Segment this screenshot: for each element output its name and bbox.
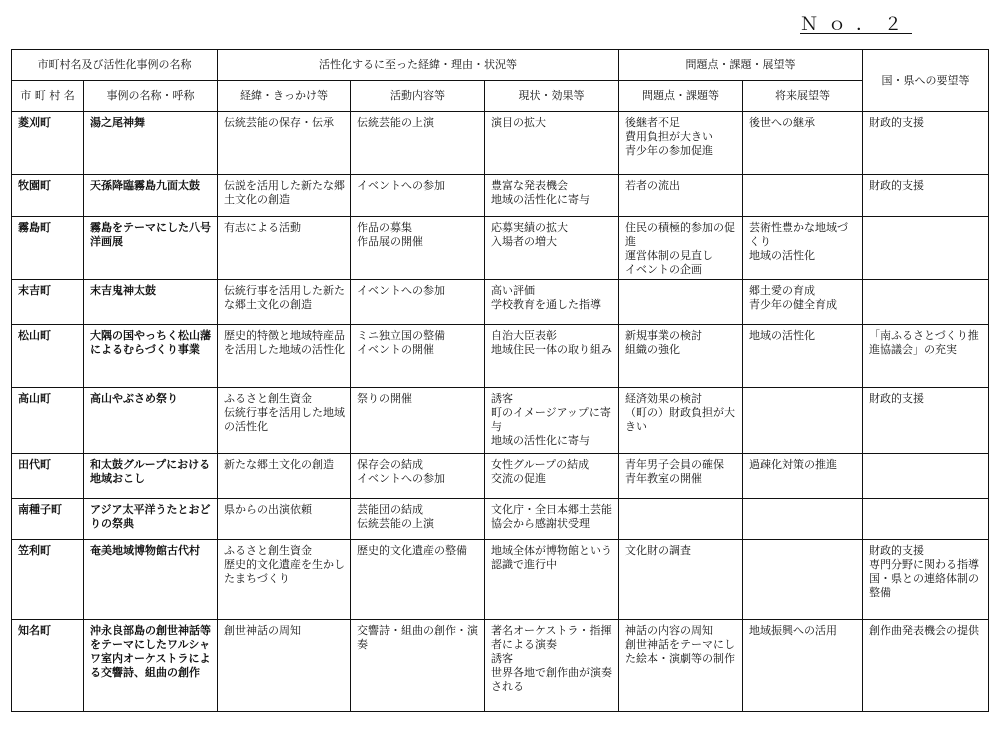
background-cell: 伝説を活用した新たな郷土文化の創造: [218, 175, 351, 217]
effect-cell: 著名オーケストラ・指揮者による演奏 誘客 世界各地で創作曲が演奏される: [485, 620, 619, 712]
activity-cell: イベントへの参加: [351, 280, 485, 325]
request-cell: [863, 217, 989, 280]
request-cell: 創作曲発表機会の提供: [863, 620, 989, 712]
subheader-case-name: 事例の名称・呼称: [84, 81, 218, 112]
page-number: Ｎｏ．２: [800, 14, 912, 35]
activity-cell: 祭りの開催: [351, 388, 485, 454]
effect-cell: 地域全体が博物館という認識で進行中: [485, 540, 619, 620]
activity-cell: イベントへの参加: [351, 175, 485, 217]
effect-cell: 文化庁・全日本郷土芸能協会から感謝状受理: [485, 499, 619, 540]
issues-cell: 神話の内容の周知 創世神話をテーマにした絵本・演劇等の制作: [619, 620, 743, 712]
header-requests: 国・県への要望等: [863, 50, 989, 112]
case-name-cell: 奄美地域博物館古代村: [84, 540, 218, 620]
request-cell: [863, 499, 989, 540]
case-name-cell: 大隅の国やっちく松山藩によるむらづくり事業: [84, 325, 218, 388]
table-row: [12, 620, 989, 712]
table-row: [12, 217, 989, 280]
background-cell: 創世神話の周知: [218, 620, 351, 712]
town-cell: 牧園町: [12, 175, 84, 217]
town-cell: 菱刈町: [12, 112, 84, 175]
issues-cell: 青年男子会員の確保 青年教室の開催: [619, 454, 743, 499]
effect-cell: 応募実績の拡大 入場者の増大: [485, 217, 619, 280]
table-row: [12, 112, 989, 175]
case-name-cell: 湯之尾神舞: [84, 112, 218, 175]
issues-cell: 経済効果の検討 （町の）財政負担が大きい: [619, 388, 743, 454]
town-cell: 笠利町: [12, 540, 84, 620]
request-cell: 財政的支援 専門分野に関わる指導 国・県との連絡体制の整備: [863, 540, 989, 620]
outlook-cell: [743, 175, 863, 217]
background-cell: 伝統行事を活用した新たな郷土文化の創造: [218, 280, 351, 325]
town-cell: 末吉町: [12, 280, 84, 325]
activity-cell: 歴史的文化遺産の整備: [351, 540, 485, 620]
case-name-cell: 天孫降臨霧島九面太鼓: [84, 175, 218, 217]
subheader-outlook: 将来展望等: [743, 81, 863, 112]
table-row: [12, 175, 989, 217]
outlook-cell: 芸術性豊かな地域づくり 地域の活性化: [743, 217, 863, 280]
table-row: [12, 280, 989, 325]
activity-cell: 芸能団の結成 伝統芸能の上演: [351, 499, 485, 540]
subheader-activity: 活動内容等: [351, 81, 485, 112]
activity-cell: 伝統芸能の上演: [351, 112, 485, 175]
effect-cell: 誘客 町のイメージアップに寄与 地域の活性化に寄与: [485, 388, 619, 454]
background-cell: 県からの出演依頼: [218, 499, 351, 540]
issues-cell: 後継者不足 費用負担が大きい 青少年の参加促進: [619, 112, 743, 175]
request-cell: 財政的支援: [863, 388, 989, 454]
outlook-cell: 地域の活性化: [743, 325, 863, 388]
town-cell: 高山町: [12, 388, 84, 454]
case-name-cell: 霧島をテーマにした八号洋画展: [84, 217, 218, 280]
request-cell: 「南ふるさとづくり推進協議会」の充実: [863, 325, 989, 388]
background-cell: 新たな郷土文化の創造: [218, 454, 351, 499]
issues-cell: [619, 499, 743, 540]
case-name-cell: 沖永良部島の創世神話等をテーマにしたワルシャワ室内オーケストラによる交響詩、組曲の創作: [84, 620, 218, 712]
outlook-cell: [743, 540, 863, 620]
effect-cell: 自治大臣表彰 地域住民一体の取り組み: [485, 325, 619, 388]
outlook-cell: [743, 499, 863, 540]
outlook-cell: 後世への継承: [743, 112, 863, 175]
case-name-cell: 高山やぶさめ祭り: [84, 388, 218, 454]
activity-cell: 交響詩・組曲の創作・演奏: [351, 620, 485, 712]
subheader-effect: 現状・効果等: [485, 81, 619, 112]
outlook-cell: 地域振興への活用: [743, 620, 863, 712]
effect-cell: 豊富な発表機会 地域の活性化に寄与: [485, 175, 619, 217]
request-cell: [863, 280, 989, 325]
table-row: [12, 388, 989, 454]
case-name-cell: 和太鼓グループにおける地域おこし: [84, 454, 218, 499]
town-cell: 霧島町: [12, 217, 84, 280]
subheader-background: 経緯・きっかけ等: [218, 81, 351, 112]
town-cell: 知名町: [12, 620, 84, 712]
table-row: [12, 499, 989, 540]
background-cell: 有志による活動: [218, 217, 351, 280]
background-cell: 伝統芸能の保存・伝承: [218, 112, 351, 175]
case-name-cell: アジア太平洋うたとおどりの祭典: [84, 499, 218, 540]
town-cell: 南種子町: [12, 499, 84, 540]
header-municipality-case: 市町村名及び活性化事例の名称: [12, 50, 218, 81]
outlook-cell: [743, 388, 863, 454]
issues-cell: 若者の流出: [619, 175, 743, 217]
activity-cell: 保存会の結成 イベントへの参加: [351, 454, 485, 499]
outlook-cell: 郷土愛の育成 青少年の健全育成: [743, 280, 863, 325]
background-cell: ふるさと創生資金 歴史的文化遺産を生かしたまちづくり: [218, 540, 351, 620]
effect-cell: 高い評価 学校教育を通した指導: [485, 280, 619, 325]
town-cell: 松山町: [12, 325, 84, 388]
issues-cell: 新規事業の検討 組織の強化: [619, 325, 743, 388]
table-row: [12, 325, 989, 388]
issues-cell: [619, 280, 743, 325]
header-issues-outlook: 問題点・課題・展望等: [619, 50, 863, 81]
activity-cell: 作品の募集 作品展の開催: [351, 217, 485, 280]
request-cell: [863, 454, 989, 499]
effect-cell: 演目の拡大: [485, 112, 619, 175]
subheader-town: 市 町 村 名: [12, 81, 84, 112]
table-row: [12, 540, 989, 620]
background-cell: ふるさと創生資金 伝統行事を活用した地域の活性化: [218, 388, 351, 454]
issues-cell: 文化財の調査: [619, 540, 743, 620]
issues-cell: 住民の積極的参加の促進 運営体制の見直し イベントの企画: [619, 217, 743, 280]
subheader-issues: 問題点・課題等: [619, 81, 743, 112]
town-cell: 田代町: [12, 454, 84, 499]
activity-cell: ミニ独立国の整備 イベントの開催: [351, 325, 485, 388]
table-row: [12, 454, 989, 499]
outlook-cell: 過疎化対策の推進: [743, 454, 863, 499]
effect-cell: 女性グループの結成 交流の促進: [485, 454, 619, 499]
request-cell: 財政的支援: [863, 175, 989, 217]
header-background-status: 活性化するに至った経緯・理由・状況等: [218, 50, 619, 81]
case-table: [11, 49, 989, 712]
case-name-cell: 末吉鬼神太鼓: [84, 280, 218, 325]
background-cell: 歴史的特徴と地域特産品を活用した地域の活性化: [218, 325, 351, 388]
request-cell: 財政的支援: [863, 112, 989, 175]
